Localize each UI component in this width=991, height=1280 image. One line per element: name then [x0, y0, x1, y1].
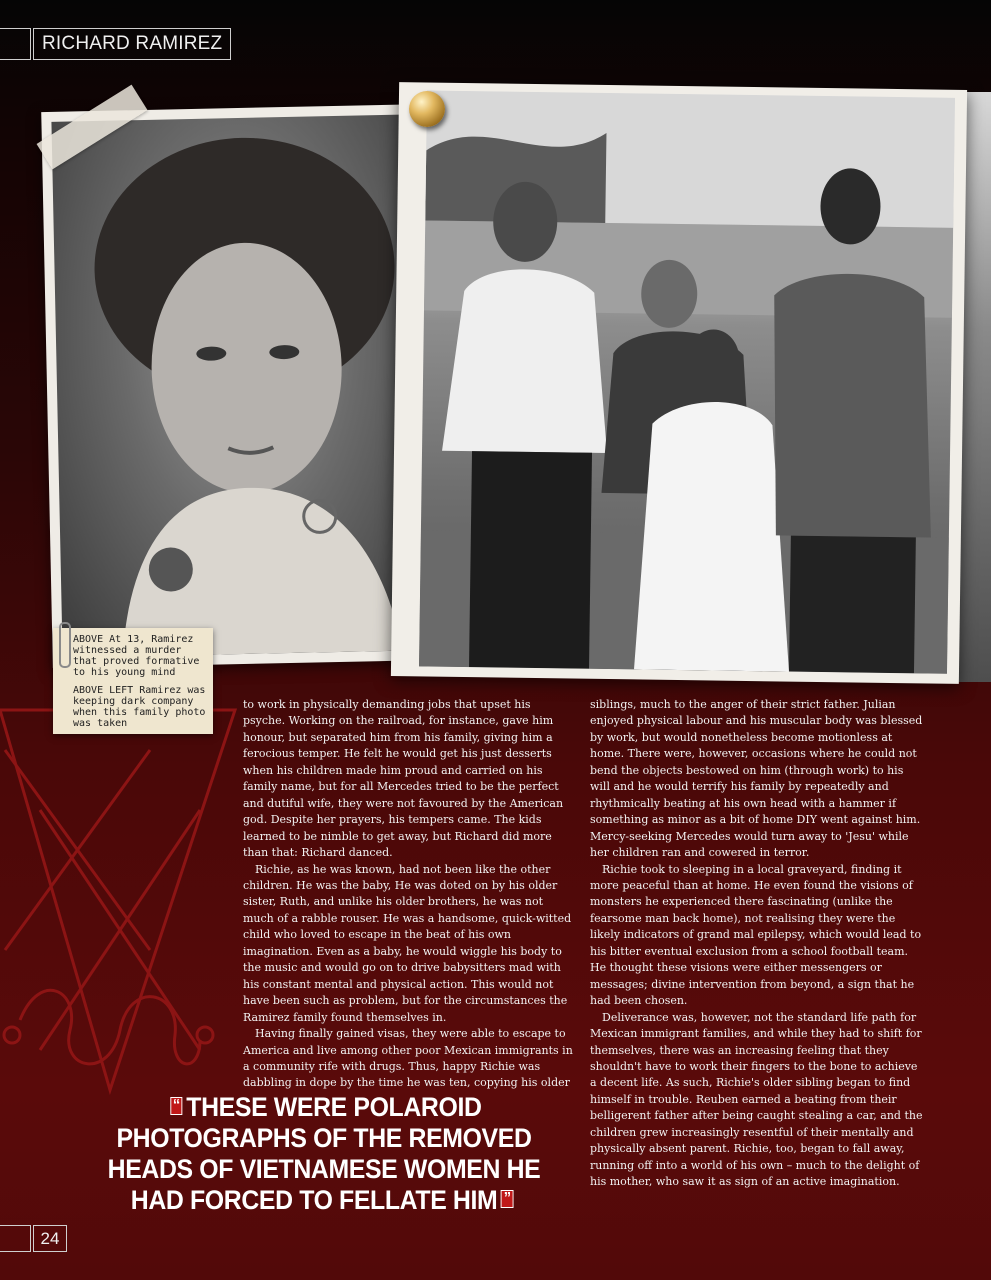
portrait-photo — [41, 104, 441, 668]
open-quote-mark: “ — [170, 1097, 183, 1115]
close-quote-mark: ” — [501, 1190, 514, 1208]
paperclip-icon — [59, 622, 71, 668]
page-number: 24 — [33, 1225, 67, 1252]
caption-above: ABOVE At 13, Ramirez witnessed a murder that proved formative to his young mind — [73, 634, 200, 678]
family-image — [419, 90, 955, 673]
pull-quote-text: THESE WERE POLAROID PHOTOGRAPHS OF THE REMOVED HEADS OF VIETNAMESE WOMEN HE HAD FORCED TO FELLATE HIM — [107, 1092, 541, 1215]
header-rule — [0, 28, 31, 60]
paragraph: siblings, much to the anger of their strict father. Julian enjoyed physical labour and his muscular body was blessed by work, but would nonetheless become motionless at home. There were, however, occasions where he could not bend the objects bestowed on him (through work) to his will and he would terrify his family by repeatedly and rhythmically beating at his own head with a hammer if something as minor as a bit of home DIY went against him. Mercy-seeking Mercedes would turn away to 'Jesu' while her children ran and cowered in terror. — [590, 698, 923, 860]
family-photo — [391, 82, 967, 684]
paragraph: Richie took to sleeping in a local graveyard, finding it more peaceful than at home. He even found the visions of monsters he experienced there fascinating (unlike the fearsome man back home), not realising they were the likely indicators of grand mal epilepsy, which would lead to his bitter eventual exclusion from a school football team. He thought these visions were either messengers or messages; divine intervention from beyond, a sign that he had been chosen. — [590, 862, 922, 1008]
paragraph: to work in physically demanding jobs that upset his psyche. Working on the railroad, for instance, gave him honour, but separated him from his family, giving him a ferocious temper. He felt he would get his just desserts when his children made him proud and carried on his family name, but for all Mercedes tried to be the perfect and dutiful wife, they were not favoured by the American god. Despite her prayers, his tempers came. The kids learned to be nimble to get away, but Richard did more than that: Richard danced. — [243, 698, 564, 860]
paragraph: Deliverance was, however, not the standard life path for Mexican immigrant families, and while they had to shift for themselves, there was an increasing feeling that they shouldn't have to work their fingers to the bone to achieve a decent life. As such, Richie's older sibling began to find himself in trouble. Reuben earned a beating from their belligerent father after being caught stealing a car, and the children grew increasingly resentful of their mentally and physically absent parent. Richie, too, began to fall away, running off into a world of his own – much to the delight of his mother, who saw it as sign of an active imagination. — [590, 1010, 923, 1189]
portrait-image — [51, 114, 430, 658]
sigil-decoration — [0, 690, 240, 1110]
pushpin-icon — [409, 91, 445, 127]
paragraph: Having finally gained visas, they were able to escape to America and live among other poor Mexican immigrants in a community rife with drugs. Thus, happy Richie was dabbling in dope by the time he was ten, copying his older — [243, 1027, 573, 1090]
photo-caption-note — [53, 628, 213, 734]
body-column-2 — [590, 697, 925, 1191]
caption-above-left: ABOVE LEFT Ramirez was keeping dark company when this family photo was taken — [73, 685, 206, 729]
pull-quote — [90, 1092, 557, 1216]
body-column-1 — [243, 697, 575, 1092]
paragraph: Richie, as he was known, had not been like the other children. He was the baby, He was doted on by his older sister, Ruth, and unlike his older brothers, he was not much of a rabble rouser. He was a handsome, quick-witted child who loved to escape in the beat of his own imagination. Even as a baby, he would wiggle his body to the music and would go on to drive babysitters mad with his constant mental and physical action. This would not have been such as problem, but for the circumstances the Ramirez family found themselves in. — [243, 862, 572, 1024]
footer-rule — [0, 1225, 31, 1252]
section-title: RICHARD RAMIREZ — [33, 28, 231, 60]
